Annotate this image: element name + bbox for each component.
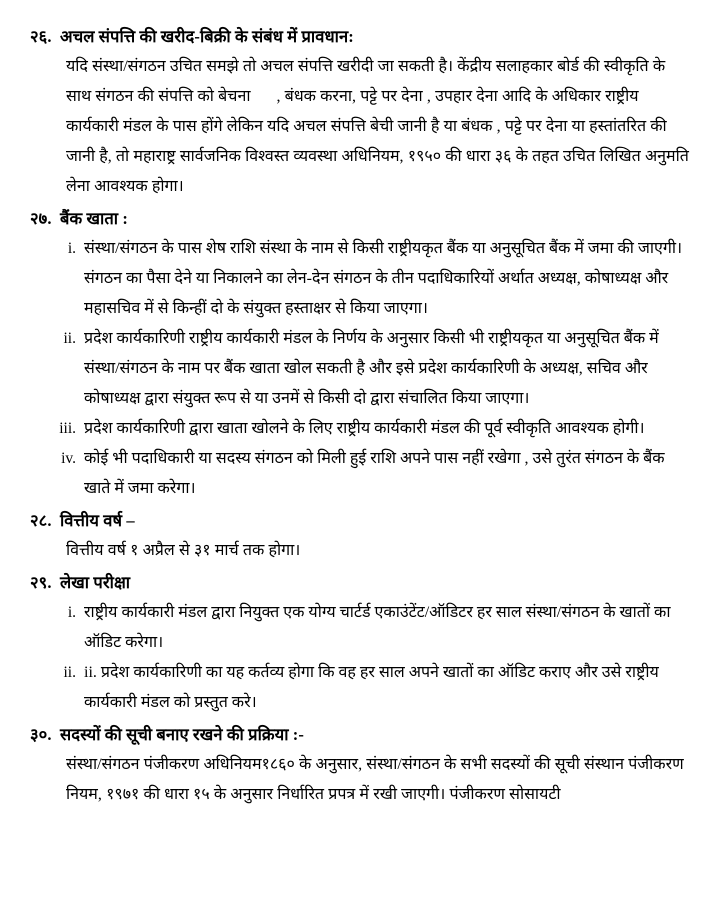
section-26-heading	[30, 22, 690, 52]
list-item-text: राष्ट्रीय कार्यकारी मंडल द्वारा नियुक्त एक योग्य चार्टर्ड एकाउंटेंट/ऑडिटर हर साल संस्था/संगठन के खातों का ऑडिट करेगा।	[84, 604, 671, 651]
section-27-list	[30, 234, 690, 504]
list-item	[30, 324, 690, 414]
list-marker: iv.	[61, 450, 76, 467]
list-marker: i.	[67, 240, 76, 257]
section-26-paragraph-part-2: , बंधक करना, पट्टे पर देना , उपहार देना आदि के अधिकार राष्ट्रीय कार्यकारी मंडल के पास होंगे लेकिन यदि अचल संपत्ति बेची जानी है या बंधक , पट्टे पर देना या हस्तांतरित की जानी है, तो महाराष्ट्र सार्वजनिक विश्वस्त व्यवस्था अधिनियम, १९५० की धारा ३६ के तहत उचित लिखित अनुमति लेना आवश्यक होगा।	[66, 88, 689, 195]
section-30-heading	[30, 720, 690, 750]
list-marker: iii.	[59, 420, 76, 437]
list-item	[30, 598, 690, 658]
section-28-paragraph: वित्तीय वर्ष १ अप्रैल से ३१ मार्च तक होगा।	[66, 542, 301, 559]
section-29-heading	[30, 568, 690, 598]
section-30	[30, 720, 690, 810]
section-26-title: अचल संपत्ति की खरीद-बिक्री के संबंध में प्रावधान:	[60, 27, 354, 46]
section-29-number: २९.	[30, 573, 52, 592]
section-30-paragraph: संस्था/संगठन पंजीकरण अधिनियम१८६० के अनुसार, संस्था/संगठन के सभी सदस्यों की सूची संस्थान पंजीकरण नियम, १९७१ की धारा १५ के अनुसार निर्धारित प्रपत्र में रखी जाएगी। पंजीकरण सोसायटी	[66, 756, 684, 803]
section-27-title: बैंक खाता :	[60, 209, 128, 228]
section-28-heading	[30, 506, 690, 536]
section-27-heading	[30, 204, 690, 234]
section-26-paragraph	[30, 52, 690, 202]
list-item-text: प्रदेश कार्यकारिणी राष्ट्रीय कार्यकारी मंडल के निर्णय के अनुसार किसी भी राष्ट्रीयकृत या अनुसूचित बैंक में संस्था/संगठन के नाम पर बैंक खाता खोल सकती है और इसे प्रदेश कार्यकारिणी के अध्यक्ष, सचिव और कोषाध्यक्ष द्वारा संयुक्त रूप से या उनमें से किसी दो द्वारा संचालित किया जाएगा।	[84, 330, 659, 407]
list-marker: ii.	[63, 330, 76, 347]
section-26-number: २६.	[30, 27, 52, 46]
section-28-title: वित्तीय वर्ष –	[60, 511, 135, 530]
section-26	[30, 22, 690, 202]
section-28	[30, 506, 690, 566]
section-30-title: सदस्यों की सूची बनाए रखने की प्रक्रिया :-	[60, 725, 304, 744]
list-item	[30, 234, 690, 324]
list-item	[30, 444, 690, 504]
section-30-number: ३०.	[30, 725, 52, 744]
list-item	[30, 658, 690, 718]
list-item-text: संस्था/संगठन के पास शेष राशि संस्था के नाम से किसी राष्ट्रीयकृत बैंक या अनुसूचित बैंक में जमा की जाएगी। संगठन का पैसा देने या निकालने का लेन-देन संगठन के तीन पदाधिकारियों अर्थात अध्यक्ष, कोषाध्यक्ष और महासचिव में से किन्हीं दो के संयुक्त हस्ताक्षर से किया जाएगा।	[84, 240, 683, 317]
list-item-text: कोई भी पदाधिकारी या सदस्य संगठन को मिली हुई राशि अपने पास नहीं रखेगा , उसे तुरंत संगठन के बैंक खाते में जमा करेगा।	[84, 450, 665, 497]
section-27	[30, 204, 690, 504]
list-marker: ii.	[63, 664, 76, 681]
section-27-number: २७.	[30, 209, 52, 228]
list-item-text: प्रदेश कार्यकारिणी द्वारा खाता खोलने के लिए राष्ट्रीय कार्यकारी मंडल की पूर्व स्वीकृति आवश्यक होगी।	[84, 420, 645, 437]
list-item-text: ii. प्रदेश कार्यकारिणी का यह कर्तव्य होगा कि वह हर साल अपने खातों का ऑडिट कराए और उसे राष्ट्रीय कार्यकारी मंडल को प्रस्तुत करे।	[84, 664, 659, 711]
section-26-paragraph-part-1: यदि संस्था/संगठन उचित समझे तो अचल संपत्ति खरीदी जा सकती है। केंद्रीय सलाहकार बोर्ड की स्वीकृति के साथ संगठन की संपत्ति को बेचना	[66, 58, 666, 105]
section-29-list	[30, 598, 690, 718]
section-28-number: २८.	[30, 511, 52, 530]
list-item	[30, 414, 690, 444]
list-marker: i.	[67, 604, 76, 621]
section-29-title: लेखा परीक्षा	[60, 573, 131, 592]
document-body	[30, 22, 690, 810]
section-29	[30, 568, 690, 718]
